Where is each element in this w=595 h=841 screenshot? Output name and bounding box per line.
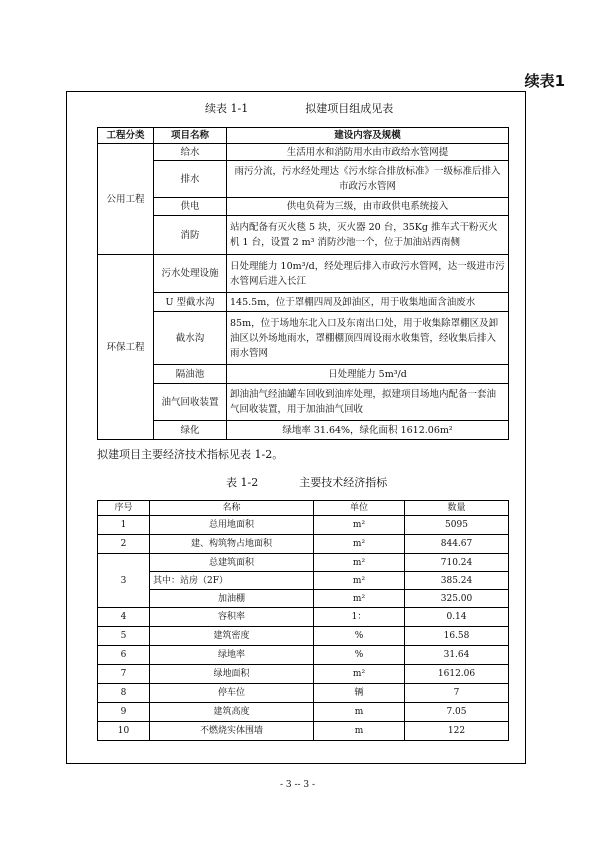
project-composition-table [97, 127, 509, 440]
item-name: 绿化 [154, 421, 227, 440]
header-category: 工程分类 [98, 128, 154, 144]
row-name: 不燃烧实体围墙 [150, 722, 314, 741]
item-content: 85m，位于场地东北入口及东南出口处，用于收集除罩棚区及卸油区以外场地雨水，罩棚棚顶四周设雨水收集管，经收集后排入雨水管网 [227, 312, 509, 365]
item-name: 消防 [154, 216, 227, 255]
row-no: 9 [98, 703, 150, 722]
row-name: 建筑高度 [150, 703, 314, 722]
row-unit: m² [314, 554, 405, 572]
item-name: 污水处理设施 [154, 255, 227, 293]
item-content: 日处理能力 10m³/d，经处理后排入市政污水管网，达一级进市污水管网后进入长江 [227, 255, 509, 293]
table1-caption [205, 100, 393, 116]
row-value: 5095 [405, 516, 509, 535]
item-name: 供电 [154, 198, 227, 216]
table2-caption-title: 主要技术经济指标 [299, 476, 388, 489]
item-content: 日处理能力 5m³/d [227, 365, 509, 384]
row-value: 122 [405, 722, 509, 741]
item-content: 卸油油气经油罐车回收到油库处理，拟建项目场地内配备一套油气回收装置，用于加油油气回收 [227, 384, 509, 421]
item-content: 供电负荷为三级，由市政供电系统接入 [227, 198, 509, 216]
continued-table-label: 续表1 [524, 72, 565, 90]
row-value: 31.64 [405, 646, 509, 665]
row-name: 容积率 [150, 608, 314, 627]
row-name: 加油棚 [150, 590, 314, 608]
row-name: 其中：站房（2F） [150, 572, 314, 590]
row-value: 844.67 [405, 535, 509, 554]
header-value: 数量 [405, 501, 509, 516]
row-no: 10 [98, 722, 150, 741]
row-no: 7 [98, 665, 150, 684]
row-value: 1612.06 [405, 665, 509, 684]
item-name: 给水 [154, 144, 227, 161]
row-unit: % [314, 646, 405, 665]
item-name: 油气回收装置 [154, 384, 227, 421]
row-no: 8 [98, 684, 150, 703]
row-name: 绿地率 [150, 646, 314, 665]
row-unit: m [314, 703, 405, 722]
header-no: 序号 [98, 501, 150, 516]
header-name: 名称 [150, 501, 314, 516]
item-name: 隔油池 [154, 365, 227, 384]
item-content: 雨污分流，污水经处理达《污水综合排放标准》一级标准后排入市政污水管网 [227, 161, 509, 198]
row-value: 385.24 [405, 572, 509, 590]
row-name: 绿地面积 [150, 665, 314, 684]
row-value: 325.00 [405, 590, 509, 608]
row-value: 7 [405, 684, 509, 703]
category-public-works: 公用工程 [98, 144, 154, 255]
item-name: 截水沟 [154, 312, 227, 365]
row-unit: m² [314, 535, 405, 554]
row-name: 总建筑面积 [150, 554, 314, 572]
row-unit: m [314, 722, 405, 741]
paragraph-text: 拟建项目主要经济技术指标见表 1-2。 [97, 448, 284, 461]
page-number: - 3 -- 3 - [279, 780, 316, 790]
header-unit: 单位 [314, 501, 405, 516]
row-name: 建、构筑物占地面积 [150, 535, 314, 554]
row-unit: 1： [314, 608, 405, 627]
row-value: 0.14 [405, 608, 509, 627]
header-content: 建设内容及规模 [227, 128, 509, 144]
table2-caption [226, 474, 387, 490]
item-content: 站内配备有灭火毯 5 块，灭火器 20 台，35Kg 推车式干粉灭火机 1 台，设置 2 m³ 消防沙池一个，位于加油站西南侧 [227, 216, 509, 255]
item-name: 排水 [154, 161, 227, 198]
row-name: 建筑密度 [150, 627, 314, 646]
row-unit: 辆 [314, 684, 405, 703]
item-content: 生活用水和消防用水由市政给水管网提 [227, 144, 509, 161]
row-no: 1 [98, 516, 150, 535]
row-unit: m² [314, 665, 405, 684]
row-no: 3 [98, 554, 150, 608]
header-item-name: 项目名称 [154, 128, 227, 144]
row-unit: m² [314, 572, 405, 590]
row-value: 710.24 [405, 554, 509, 572]
item-name: U 型截水沟 [154, 293, 227, 312]
row-unit: % [314, 627, 405, 646]
table1-caption-number: 续表 1-1 [205, 102, 249, 115]
row-no: 4 [98, 608, 150, 627]
table1-caption-title: 拟建项目组成见表 [305, 102, 394, 115]
item-content: 145.5m，位于罩棚四周及卸油区，用于收集地面含油废水 [227, 293, 509, 312]
row-unit: m² [314, 516, 405, 535]
row-name: 停车位 [150, 684, 314, 703]
row-value: 7.05 [405, 703, 509, 722]
category-environmental-works: 环保工程 [98, 255, 154, 440]
row-no: 5 [98, 627, 150, 646]
row-name: 总用地面积 [150, 516, 314, 535]
row-no: 2 [98, 535, 150, 554]
item-content: 绿地率 31.64%，绿化面积 1612.06m² [227, 421, 509, 440]
row-unit: m² [314, 590, 405, 608]
table2-caption-number: 表 1-2 [226, 476, 259, 489]
technical-economic-indicators-table [97, 500, 509, 741]
row-no: 6 [98, 646, 150, 665]
row-value: 16.58 [405, 627, 509, 646]
